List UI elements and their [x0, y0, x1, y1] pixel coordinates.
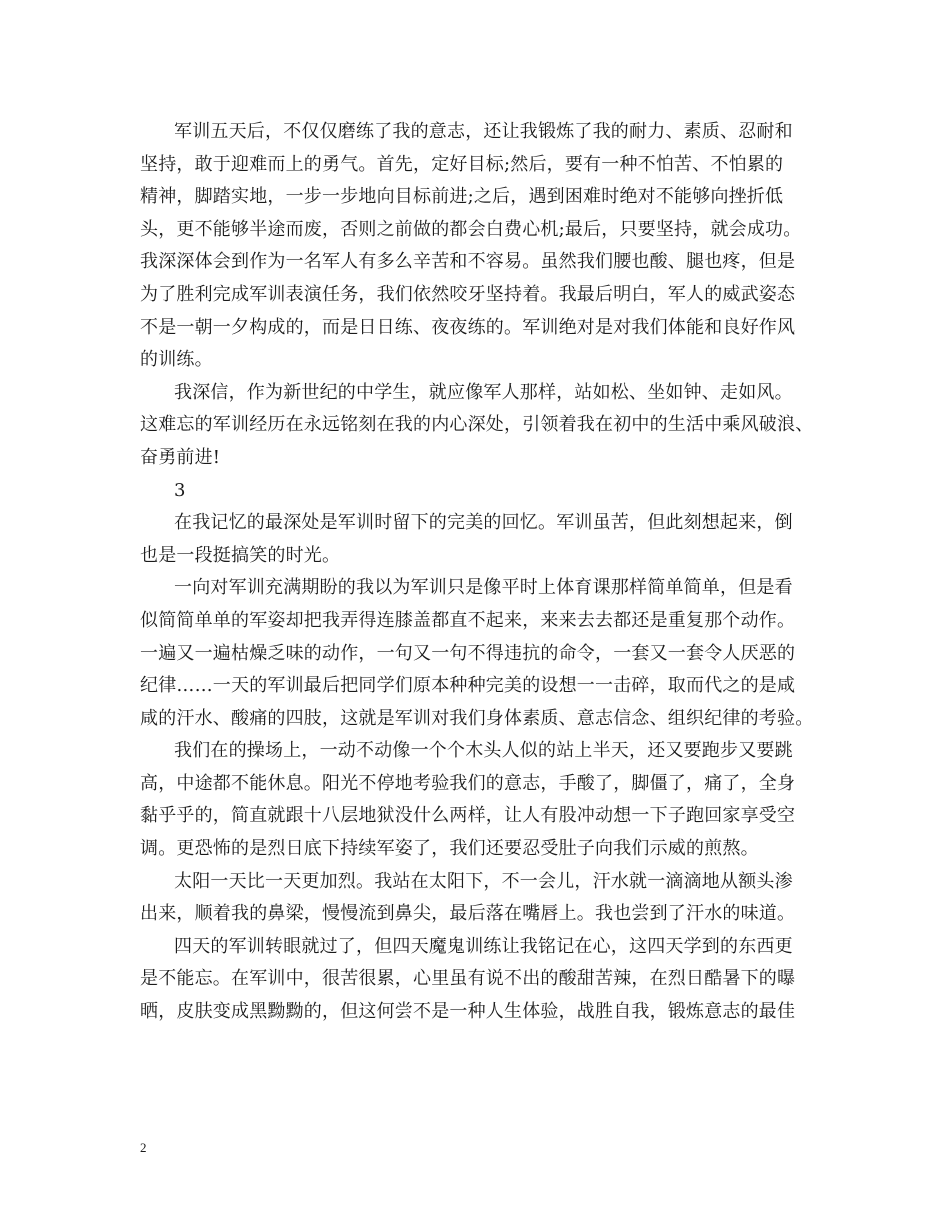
text-line: 高，中途都不能休息。阳光不停地考验我们的意志，手酸了，脚僵了，痛了，全身	[140, 772, 796, 794]
text-line: 头，更不能够半途而废，否则之前做的都会白费心机;最后，只要坚持，就会成功。	[140, 218, 802, 240]
text-line: 奋勇前进!	[140, 446, 221, 468]
text-line: 精神，脚踏实地，一步一步地向目标前进;之后，遇到困难时绝对不能够向挫折低	[140, 186, 784, 208]
document-body	[140, 116, 820, 1029]
text-line: 我深深体会到作为一名军人有多么辛苦和不容易。虽然我们腰也酸、腿也疼，但是	[140, 251, 796, 273]
text-line: 也是一段挺搞笑的时光。	[140, 544, 341, 566]
text-line: 坚持，敢于迎难而上的勇气。首先，定好目标;然后，要有一种不怕苦、不怕累的	[140, 153, 784, 175]
text-line: 咸的汗水、酸痛的四肢，这就是军训对我们身体素质、意志信念、组织纪律的考验。	[140, 707, 814, 729]
text-line: 太阳一天比一天更加烈。我站在太阳下，不一会儿，汗水就一滴滴地从额头渗	[174, 870, 793, 892]
text-line: 四天的军训转眼就过了，但四天魔鬼训练让我铭记在心，这四天学到的东西更	[174, 935, 793, 957]
text-line: 似简简单单的军姿却把我弄得连膝盖都直不起来，来来去去都还是重复那个动作。	[140, 609, 796, 631]
text-line: 黏乎乎的，简直就跟十八层地狱没什么两样，让人有股冲动想一下子跑回家享受空	[140, 805, 796, 827]
text-line: 我们在的操场上，一动不动像一个个木头人似的站上半天，还又要跑步又要跳	[174, 740, 793, 762]
text-line: 军训五天后，不仅仅磨练了我的意志，还让我锻炼了我的耐力、素质、忍耐和	[174, 121, 793, 142]
text-line: 这难忘的军训经历在永远铭刻在我的内心深处，引领着我在初中的生活中乘风破浪、	[140, 414, 814, 436]
text-line: 纪律……一天的军训最后把同学们原本种种完美的设想一一击碎，取而代之的是咸	[140, 675, 796, 697]
page-number: 2	[140, 1140, 147, 1155]
text-line: 不是一朝一夕构成的，而是日日练、夜夜练的。军训绝对是对我们体能和良好作风	[140, 316, 796, 338]
section-number: 3	[174, 479, 186, 501]
text-line: 出来，顺着我的鼻梁，慢慢流到鼻尖，最后落在嘴唇上。我也尝到了汗水的味道。	[140, 903, 796, 925]
text-line: 一遍又一遍枯燥乏味的动作，一句又一句不得违抗的命令，一套又一套令人厌恶的	[140, 642, 796, 664]
text-line: 是不能忘。在军训中，很苦很累，心里虽有说不出的酸甜苦辣，在烈日酷暑下的曝	[140, 968, 796, 990]
text-line: 调。更恐怖的是烈日底下持续军姿了，我们还要忍受肚子向我们示威的煎熬。	[140, 838, 759, 860]
text-line: 为了胜利完成军训表演任务，我们依然咬牙坚持着。我最后明白，军人的威武姿态	[140, 283, 796, 305]
text-line: 的训练。	[140, 349, 213, 371]
text-line: 在我记忆的最深处是军训时留下的完美的回忆。军训虽苦，但此刻想起来，倒	[174, 512, 793, 534]
text-line: 晒，皮肤变成黑黝黝的，但这何尝不是一种人生体验，战胜自我，锻炼意志的最佳	[140, 1001, 796, 1023]
text-line: 我深信，作为新世纪的中学生，就应像军人那样，站如松、坐如钟、走如风。	[174, 381, 793, 403]
text-line: 一向对军训充满期盼的我以为军训只是像平时上体育课那样简单简单，但是看	[174, 577, 793, 599]
